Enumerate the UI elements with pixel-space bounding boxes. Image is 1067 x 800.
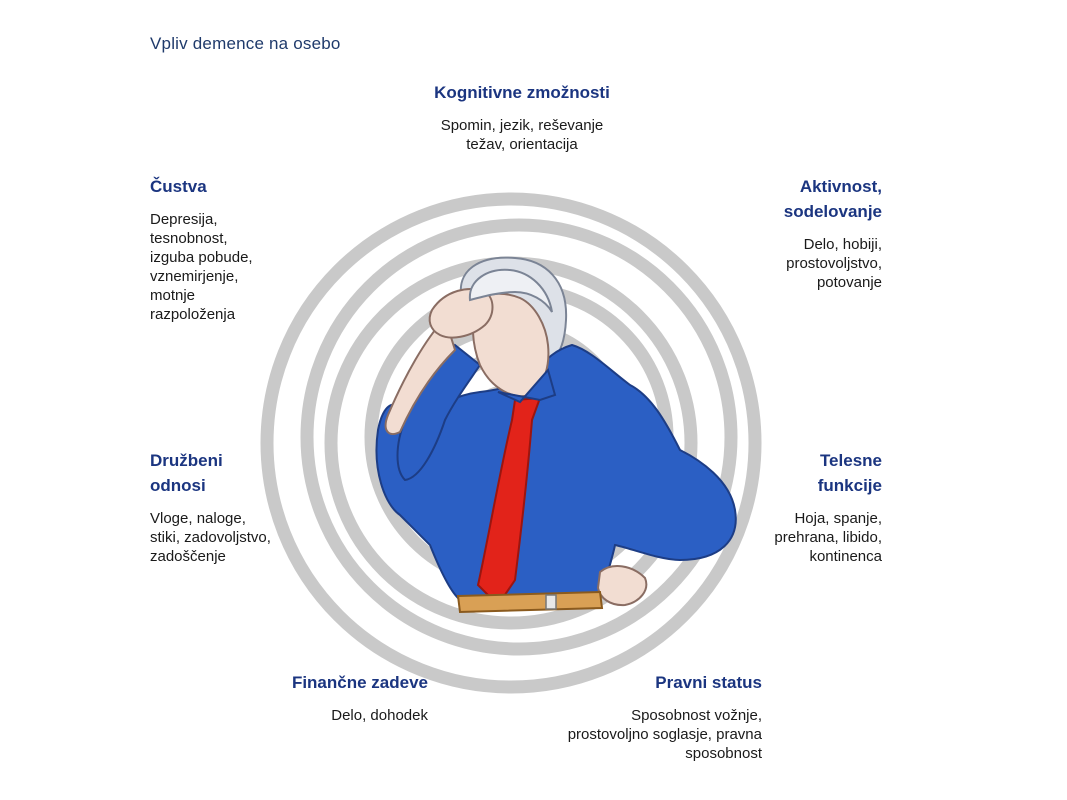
description-line: Hoja, spanje,: [794, 510, 882, 527]
category-financial: [240, 670, 428, 725]
category-cognitive: [390, 80, 654, 154]
heading-line: Finančne zadeve: [291, 673, 428, 692]
description-line: sposobnost: [685, 745, 762, 762]
category-heading: [720, 448, 882, 498]
category-heading: [240, 670, 428, 695]
belt-buckle: [546, 595, 556, 609]
description-line: Spomin, jezik, reševanje: [440, 117, 604, 134]
description-line: zadoščenje: [150, 548, 226, 565]
description-line: stiki, zadovoljstvo,: [150, 529, 271, 546]
description-line: težav, orientacija: [466, 136, 578, 153]
category-heading: [520, 670, 762, 695]
category-activity: [700, 174, 882, 292]
category-social: [150, 448, 320, 566]
category-heading: [150, 448, 320, 498]
category-description: [720, 509, 882, 566]
description-line: prostovoljno soglasje, pravna: [567, 726, 762, 743]
description-line: razpoloženja: [150, 306, 236, 323]
description-line: potovanje: [816, 274, 882, 291]
description-line: Sposobnost vožnje,: [631, 707, 762, 724]
description-line: prostovoljstvo,: [786, 255, 882, 272]
hip-hand: [598, 566, 646, 605]
category-description: [240, 706, 428, 725]
category-description: [520, 706, 762, 763]
category-legal: [520, 670, 762, 763]
category-description: [390, 116, 654, 154]
category-heading: [150, 174, 320, 199]
description-line: kontinenca: [809, 548, 882, 565]
description-line: Depresija,: [150, 211, 218, 228]
category-heading: [390, 80, 654, 105]
description-line: tesnobnost,: [150, 230, 228, 247]
description-line: Delo, hobiji,: [803, 236, 882, 253]
heading-line: Aktivnost,: [799, 177, 882, 196]
description-line: izguba pobude,: [150, 249, 253, 266]
category-description: [700, 235, 882, 292]
heading-line: Telesne: [819, 451, 882, 470]
description-line: prehrana, libido,: [774, 529, 882, 546]
category-heading: [700, 174, 882, 224]
category-description: [150, 509, 320, 566]
category-emotions: [150, 174, 320, 324]
description-line: Vloge, naloge,: [150, 510, 246, 527]
heading-line: Čustva: [150, 177, 207, 196]
description-line: vznemirjenje,: [150, 268, 239, 285]
belt: [458, 592, 602, 612]
heading-line: Družbeni: [150, 451, 223, 470]
heading-line: odnosi: [150, 476, 206, 495]
heading-line: Kognitivne zmožnosti: [434, 83, 610, 102]
description-line: Delo, dohodek: [331, 707, 428, 724]
heading-line: sodelovanje: [783, 202, 882, 221]
category-physical: [720, 448, 882, 566]
heading-line: Pravni status: [655, 673, 762, 692]
heading-line: funkcije: [817, 476, 882, 495]
category-description: [150, 210, 320, 324]
diagram-title: Vpliv demence na osebo: [150, 34, 341, 53]
description-line: motnje: [150, 287, 196, 304]
